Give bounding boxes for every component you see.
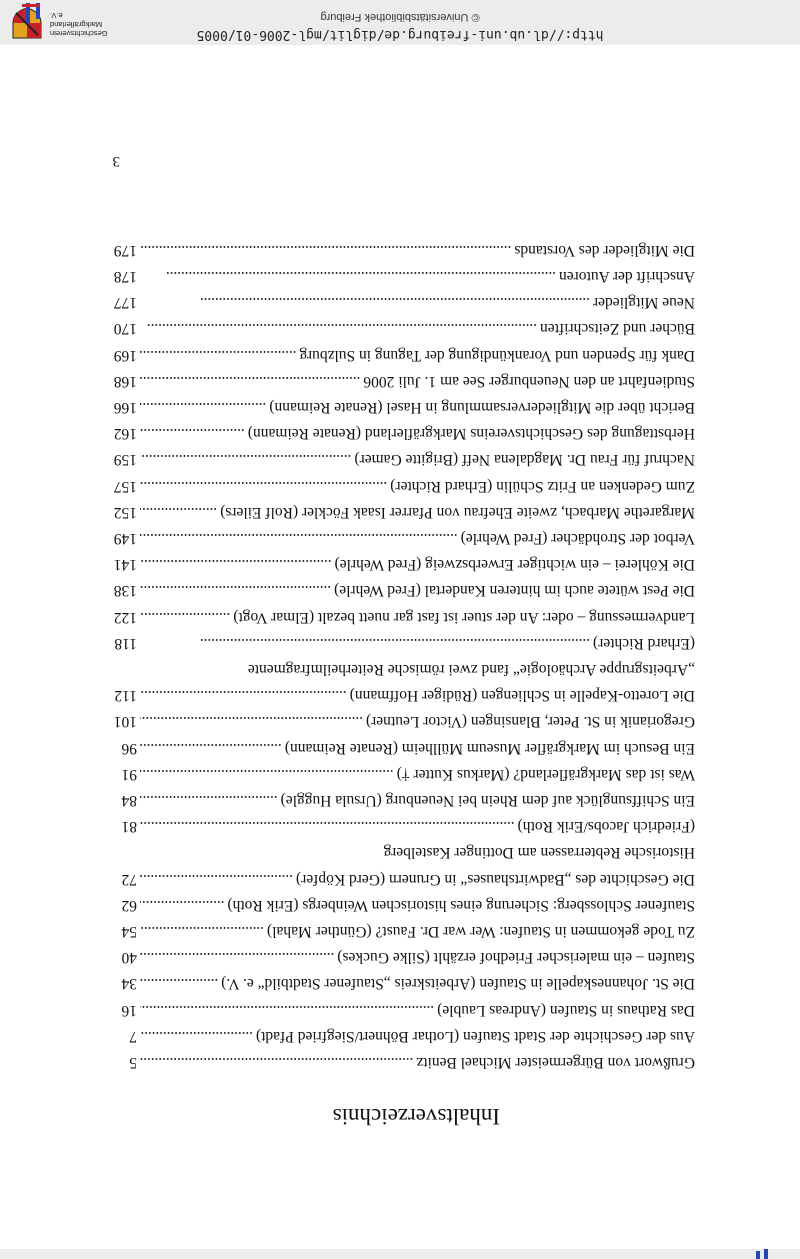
toc-entry: [105, 394, 695, 420]
toc-leader-dots: [140, 1049, 413, 1075]
toc-leader-dots: [140, 472, 387, 498]
toc-entry-page: 34: [121, 975, 137, 993]
toc-leader-dots: [140, 289, 590, 315]
toc-entry-title: Staufener Schlossberg: Sicherung eines historischen Weinbergs (Erik Roth): [227, 896, 695, 914]
toc-entry-page: 72: [121, 870, 137, 888]
toc-entry-title: Die Köhlerei – ein wichtiger Erwerbszweig (Fred Wehrle): [334, 556, 695, 574]
toc-entry-title: Die Geschichte des „Badwirtshauses“ in Grunern (Gerd Köpfer): [296, 870, 695, 888]
page-title: Inhaltsverzeichnis: [332, 1104, 500, 1129]
toc-entry-page: 16: [121, 1001, 137, 1019]
toc-entry-page: 152: [113, 503, 137, 521]
toc-entry: [105, 708, 695, 734]
toc-leader-dots: [140, 787, 278, 813]
toc-leader-dots: [140, 446, 351, 472]
toc-leader-dots: [140, 263, 556, 289]
toc-leader-dots: [140, 368, 360, 394]
toc-entry: [105, 970, 695, 996]
toc-leader-dots: [140, 813, 515, 839]
toc-entry-title: Bericht über die Mitgliederversammlung in Hasel (Renate Reimann): [269, 398, 695, 416]
toc-leader-dots: [140, 315, 537, 341]
toc-entry: [105, 263, 695, 289]
society-name: [50, 11, 110, 38]
toc-entry: [105, 420, 695, 446]
toc-entry-title: Die Pest wütete auch im hinteren Kandertal (Fred Wehrle): [334, 582, 695, 600]
toc-entry: [105, 996, 695, 1022]
toc-entry: [105, 944, 695, 970]
toc-entry-title: Landvermessung – oder: An der stuer ist fast gar nuett bezalt (Elmar Vogt): [233, 608, 695, 626]
toc-entry-page: 96: [121, 739, 137, 757]
toc-entry: [105, 813, 695, 839]
toc-entry: [105, 892, 695, 918]
toc-entry-page: 112: [114, 687, 137, 705]
toc-entry-title: Die St. Johanneskapelle in Staufen (Arbeitskreis „Staufener Stadtbild“ e. V.): [221, 975, 695, 993]
toc-entry-page: 141: [113, 556, 137, 574]
toc-entry-title: (Erhard Richter): [593, 634, 695, 652]
toc-entry-title: Das Rathaus in Staufen (Andreas Lauble): [437, 1001, 695, 1019]
toc-leader-dots: [140, 970, 218, 996]
toc-leader-dots: [140, 603, 230, 629]
copyright-text: © Universitätsbibliothek Freiburg: [320, 11, 480, 23]
toc-entry-title: Aus der Geschichte der Stadt Staufen (Lothar Böhnert/Siegfried Pfadt): [255, 1027, 695, 1045]
toc-entry: [105, 682, 695, 708]
page-number: 3: [112, 153, 120, 169]
toc-entry: [105, 787, 695, 813]
toc-entry: [105, 1049, 695, 1075]
header-strip: [0, 1249, 800, 1259]
toc-leader-dots: [140, 499, 217, 525]
toc-entry: [105, 734, 695, 760]
toc-entry-title: Nachruf für Frau Dr. Magdalena Neff (Brigitte Gamer): [354, 451, 695, 469]
toc-entry-title: Verbot der Strohdächer (Fred Wehrle): [460, 529, 695, 547]
table-of-contents: [105, 237, 695, 1076]
toc-entry-page: 177: [113, 294, 137, 312]
toc-leader-dots: [140, 420, 245, 446]
toc-entry-page: 138: [113, 582, 137, 600]
toc-entry: [105, 368, 695, 394]
toc-entry-title: Bücher und Zeitschriften: [540, 320, 695, 338]
toc-entry-title: Die Mitglieder des Vorstands: [514, 241, 695, 259]
toc-entry-title: Dank für Spenden und Vorankündigung der Tagung in Sulzburg: [299, 346, 695, 364]
toc-leader-dots: [140, 996, 434, 1022]
toc-entry-page: 169: [113, 346, 137, 364]
toc-entry-page: 84: [121, 791, 137, 809]
toc-entry-page: 166: [113, 398, 137, 416]
toc-entry-title: Staufen – ein malerischer Friedhof erzählt (Silke Guckes): [337, 949, 695, 967]
toc-entry-title: Margarethe Marbach, zweite Ehefrau von Pfarrer Isaak Föckler (Rolf Eilers): [220, 503, 695, 521]
toc-leader-dots: [140, 577, 331, 603]
toc-entry-page: 5: [129, 1054, 137, 1071]
toc-entry-page: 179: [113, 241, 137, 259]
toc-entry-page: 149: [113, 529, 137, 547]
toc-entry-title: Anschrift der Autoren: [558, 267, 695, 285]
toc-entry-page: 101: [113, 713, 137, 731]
toc-entry: [105, 761, 695, 787]
toc-entry-title: Zum Gedenken an Fritz Schülin (Erhard Richter): [390, 477, 695, 495]
toc-entry-page: 170: [113, 320, 137, 338]
toc-leader-dots: [140, 892, 224, 918]
toc-leader-dots: [140, 237, 511, 263]
toc-entry: [105, 630, 695, 656]
toc-leader-dots: [140, 394, 266, 420]
toc-entry-title: Zu Tode gekommen in Staufen: Wer war Dr. Faust? (Günther Mahal): [267, 922, 695, 940]
toc-leader-dots: [140, 682, 347, 708]
toc-entry: [105, 472, 695, 498]
toc-entry: [105, 656, 695, 682]
toc-entry: [105, 551, 695, 577]
toc-leader-dots: [140, 551, 332, 577]
society-line-1: Geschichtsverein: [50, 29, 108, 38]
toc-leader-dots: [140, 761, 394, 787]
toc-leader-dots: [140, 341, 296, 367]
toc-leader-dots: [140, 630, 590, 656]
toc-entry-title: Neue Mitglieder: [592, 294, 695, 312]
toc-entry-page: 40: [121, 949, 137, 967]
source-url-link[interactable]: http://dl.ub.uni-freiburg.de/diglit/mgl-2006-01/0005: [196, 27, 604, 42]
toc-entry: [105, 577, 695, 603]
toc-entry: [105, 237, 695, 263]
toc-entry-title: Die Loretto-Kapelle in Schliengen (Rüdiger Hoffmann): [349, 687, 695, 705]
toc-entry-page: 157: [113, 477, 137, 495]
toc-entry: [105, 315, 695, 341]
toc-entry-title: (Friedrich Jacobs/Erik Roth): [517, 818, 695, 836]
toc-entry-page: 168: [113, 372, 137, 390]
toc-entry-page: 122: [113, 608, 137, 626]
toc-leader-dots: [140, 734, 282, 760]
toc-entry: [105, 603, 695, 629]
ub-logo-red: [22, 4, 40, 7]
toc-entry-page: 62: [121, 896, 137, 914]
toc-entry: [105, 1023, 695, 1049]
toc-entry: [105, 839, 695, 865]
toc-leader-dots: [140, 865, 293, 891]
society-line-2: Markgräflerland e.V.: [50, 11, 103, 29]
toc-entry: [105, 499, 695, 525]
toc-leader-dots: [140, 918, 264, 944]
toc-entry-title: Herbsttagung des Geschichtsvereins Markgräflerland (Renate Reimann): [247, 425, 695, 443]
toc-entry-title: Gregorianik in St. Peter, Blansingen (Victor Leutner): [365, 713, 695, 731]
toc-entry-title: Historische Rebterrassen am Dottinger Kastelberg: [383, 844, 695, 862]
toc-entry: [105, 865, 695, 891]
toc-entry-page: 178: [113, 267, 137, 285]
toc-entry: [105, 341, 695, 367]
toc-entry-page: 118: [114, 634, 137, 652]
toc-entry: [105, 446, 695, 472]
toc-entry-title: „Arbeitsgruppe Archäologie“ fand zwei römische Reiterheilmfragmente: [247, 660, 695, 678]
ub-logo-top-bar-1: [764, 1249, 768, 1259]
toc-entry: [105, 525, 695, 551]
toc-entry-title: Grußwort von Bürgermeister Michael Benitz: [416, 1054, 695, 1071]
toc-entry-page: 162: [113, 425, 137, 443]
toc-entry: [105, 289, 695, 315]
toc-entry-title: Ein Schiffsunglück auf dem Rhein bei Neuenburg (Ursula Huggle): [280, 791, 695, 809]
toc-entry-page: 91: [121, 765, 137, 783]
toc-entry-page: 159: [113, 451, 137, 469]
toc-entry-page: 54: [121, 922, 137, 940]
toc-leader-dots: [140, 944, 334, 970]
toc-entry-page: 7: [129, 1027, 137, 1045]
toc-leader-dots: [140, 1023, 253, 1049]
toc-entry: [105, 918, 695, 944]
toc-entry-page: 81: [121, 818, 137, 836]
toc-entry-title: Was ist das Markgräflerland? (Markus Kutter †): [396, 765, 695, 783]
toc-leader-dots: [140, 708, 363, 734]
toc-leader-dots: [140, 525, 458, 551]
toc-entry-title: Studienfahrt an den Neuenburger See am 1. Juli 2006: [363, 372, 695, 390]
toc-entry-title: Ein Besuch im Markgräfler Museum Müllheim (Renate Reimann): [284, 739, 695, 757]
ub-logo-top-bar-2: [756, 1251, 760, 1259]
